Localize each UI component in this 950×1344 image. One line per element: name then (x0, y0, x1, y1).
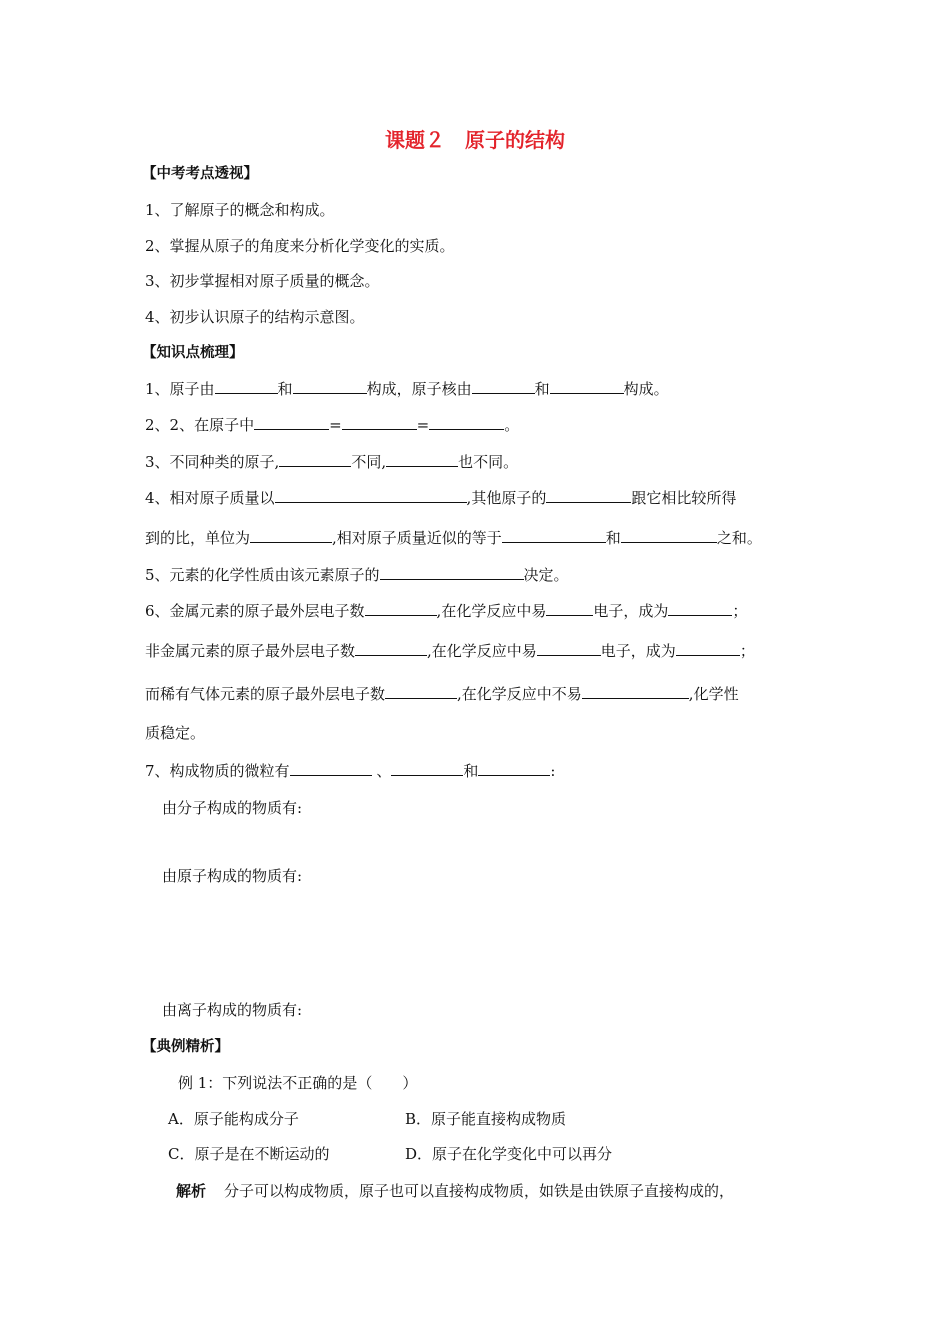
question-6-nonmetal (145, 640, 755, 661)
fill-blank[interactable] (386, 451, 458, 467)
question-text: ； (732, 602, 748, 620)
question-text: ,在化学反应中不易 (457, 685, 582, 703)
question-text: 3、不同种类的原子, (145, 453, 280, 471)
analysis-line (176, 1181, 734, 1201)
question-text: = (416, 416, 430, 434)
question-text: ,相对原子质量近似的等于 (332, 529, 502, 547)
question-text: 跟它相比较所得 (631, 489, 737, 507)
fill-blank[interactable] (546, 600, 593, 616)
fill-blank[interactable] (668, 600, 732, 616)
page-title: 课题２ 原子的结构 (385, 128, 565, 152)
question-text: 电子，成为 (600, 642, 676, 660)
question-text: 和 (534, 380, 550, 398)
question-text: : (550, 762, 556, 780)
question-4-continued (145, 527, 762, 548)
question-text: 和 (463, 762, 479, 780)
list-item: 3、初步掌握相对原子质量的概念。 (145, 272, 380, 290)
fill-blank[interactable] (478, 760, 550, 776)
list-item: 1、了解原子的概念和构成。 (145, 201, 335, 219)
section-heading-knowledge: 【知识点梳理】 (142, 345, 244, 361)
fill-blank[interactable] (429, 414, 504, 430)
analysis-label: 解析 (176, 1182, 207, 1200)
ion-substances-label: 由离子构成的物质有: (162, 1001, 303, 1019)
question-text: 非金属元素的原子最外层电子数 (145, 642, 356, 660)
question-text: 、 (371, 762, 392, 780)
fill-blank[interactable] (293, 378, 367, 394)
question-text: 7、构成物质的微粒有 (145, 762, 290, 780)
question-text: ,在化学反应中易 (427, 642, 537, 660)
example-question: 例 1：下列说法不正确的是（ ） (178, 1074, 418, 1092)
fill-blank[interactable] (676, 640, 740, 656)
atom-substances-label: 由原子构成的物质有: (162, 867, 303, 885)
question-text: ,在化学反应中易 (436, 602, 547, 620)
fill-blank[interactable] (582, 683, 689, 699)
fill-blank[interactable] (546, 487, 631, 503)
question-6-end: 质稳定。 (145, 724, 206, 742)
fill-blank[interactable] (279, 451, 351, 467)
question-text: 而稀有气体元素的原子最外层电子数 (145, 685, 386, 703)
question-4 (145, 487, 736, 508)
question-6 (145, 600, 747, 621)
list-item: 4、初步认识原子的结构示意图。 (145, 308, 365, 326)
fill-blank[interactable] (355, 640, 427, 656)
fill-blank[interactable] (391, 760, 463, 776)
fill-blank[interactable] (502, 527, 606, 543)
question-text: ； (739, 642, 755, 660)
fill-blank[interactable] (472, 378, 535, 394)
question-text: 6、金属元素的原子最外层电子数 (145, 602, 365, 620)
question-text: 。 (504, 416, 520, 434)
option-b: B．原子能直接构成物质 (405, 1110, 567, 1128)
question-text: 不同, (351, 453, 387, 471)
fill-blank[interactable] (365, 600, 437, 616)
option-c: C．原子是在不断运动的 (168, 1145, 330, 1163)
question-text: 也不同。 (458, 453, 519, 471)
question-text: 5、元素的化学性质由该元素原子的 (145, 566, 380, 584)
molecule-substances-label: 由分子构成的物质有: (162, 799, 303, 817)
fill-blank[interactable] (537, 640, 601, 656)
question-text: 构成，原子核由 (366, 380, 472, 398)
section-heading-exam-focus: 【中考考点透视】 (142, 166, 258, 182)
list-item: 2、掌握从原子的角度来分析化学变化的实质。 (145, 237, 455, 255)
question-text: = (329, 416, 342, 434)
question-text: 4、相对原子质量以 (145, 489, 275, 507)
analysis-text: 分子可以构成物质，原子也可以直接构成物质，如铁是由铁原子直接构成的， (224, 1182, 735, 1200)
fill-blank[interactable] (342, 414, 417, 430)
fill-blank[interactable] (621, 527, 717, 543)
question-6-noble-gas (145, 683, 739, 704)
fill-blank[interactable] (215, 378, 278, 394)
fill-blank[interactable] (250, 527, 332, 543)
section-heading-examples: 【典例精析】 (142, 1039, 229, 1055)
fill-blank[interactable] (275, 487, 467, 503)
question-text: 决定。 (523, 566, 569, 584)
question-text: 电子，成为 (593, 602, 669, 620)
fill-blank[interactable] (290, 760, 372, 776)
fill-blank[interactable] (550, 378, 624, 394)
question-1 (145, 378, 669, 399)
question-text: 之和。 (716, 529, 762, 547)
question-3 (145, 451, 518, 472)
question-text: ,化学性 (688, 685, 739, 703)
question-text: 2、2、在原子中 (145, 416, 255, 434)
option-a: A．原子能构成分子 (168, 1110, 299, 1128)
question-text: 1、原子由 (145, 380, 215, 398)
fill-blank[interactable] (254, 414, 329, 430)
question-text: ,其他原子的 (466, 489, 547, 507)
question-7 (145, 760, 555, 781)
question-5 (145, 564, 569, 585)
question-text: 和 (605, 529, 621, 547)
question-2 (145, 414, 519, 435)
question-text: 到的比，单位为 (145, 529, 251, 547)
fill-blank[interactable] (380, 564, 524, 580)
question-text: 构成。 (623, 380, 669, 398)
option-d: D．原子在化学变化中可以再分 (405, 1145, 613, 1163)
fill-blank[interactable] (385, 683, 457, 699)
question-text: 和 (277, 380, 293, 398)
